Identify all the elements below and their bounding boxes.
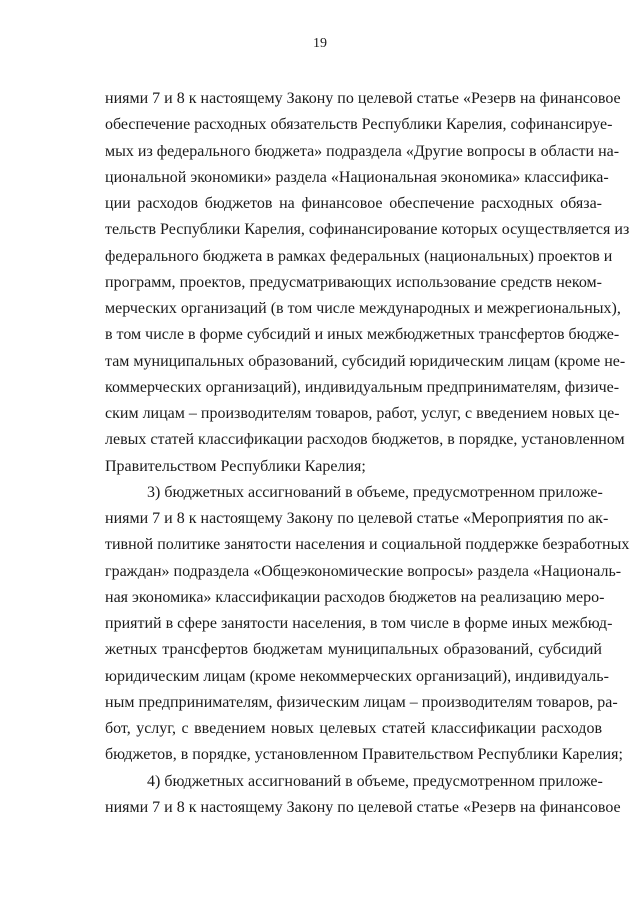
text-line: циональной экономики» раздела «Национальная экономика» классифика- [105, 168, 609, 186]
text-line: мерческих организаций (в том числе международных и межрегиональных), [105, 300, 621, 317]
text-line: бот, услуг, с введением новых целевых статей классификации расходов [105, 720, 602, 737]
text-line: мых из федерального бюджета» подраздела «Другие вопросы в области на- [105, 142, 620, 160]
text-line: ная экономика» классификации расходов бюджетов на реализацию меро- [105, 588, 605, 606]
text-line: ции расходов бюджетов на финансовое обеспечение расходных обяза- [105, 195, 602, 212]
text-line: бюджетов, в порядке, установленном Правительством Республики Карелия; [105, 746, 623, 764]
text-line: 4) бюджетных ассигнований в объеме, предусмотренном приложе- [147, 772, 603, 790]
text-line: тельств Республики Карелия, софинансирование которых осуществляется из [105, 221, 630, 239]
text-line: ным предпринимателям, физическим лицам – производителям товаров, ра- [105, 693, 618, 711]
text-line: граждан» подраздела «Общеэкономические вопросы» раздела «Националь- [105, 562, 622, 580]
text-line: программ, проектов, предусматривающих использование средств неком- [105, 273, 602, 291]
text-line: там муниципальных образований, субсидий юридическим лицам (кроме не- [105, 352, 626, 370]
text-line: ниями 7 и 8 к настоящему Закону по целевой статье «Резерв на финансовое [105, 90, 621, 107]
text-line: юридическим лицам (кроме некоммерческих организаций), индивидуаль- [105, 667, 609, 685]
text-line: жетных трансфертов бюджетам муниципальных образований, субсидий [105, 641, 602, 659]
text-line: федерального бюджета в рамках федеральных (национальных) проектов и [105, 247, 613, 265]
text-line: ским лицам – производителям товаров, работ, услуг, с введением новых це- [105, 405, 620, 422]
text-line: 3) бюджетных ассигнований в объеме, предусмотренном приложе- [147, 483, 603, 501]
text-line: коммерческих организаций), индивидуальным предпринимателям, физиче- [105, 378, 620, 396]
text-line: левых статей классификации расходов бюджетов, в порядке, установленном [105, 431, 625, 449]
text-line: Правительством Республики Карелия; [105, 457, 366, 475]
page-number: 19 [313, 36, 327, 51]
text-line: обеспечение расходных обязательств Республики Карелия, софинансируе- [105, 116, 613, 134]
text-line: тивной политике занятости населения и социальной поддержке безработных [105, 536, 630, 554]
document-body [105, 86, 630, 821]
text-line: приятий в сфере занятости населения, в том числе в форме иных межбюд- [105, 615, 613, 632]
text-line: ниями 7 и 8 к настоящему Закону по целевой статье «Мероприятия по ак- [105, 510, 609, 527]
text-line: ниями 7 и 8 к настоящему Закону по целевой статье «Резерв на финансовое [105, 798, 621, 816]
text-line: в том числе в форме субсидий и иных межбюджетных трансфертов бюдже- [105, 326, 620, 344]
